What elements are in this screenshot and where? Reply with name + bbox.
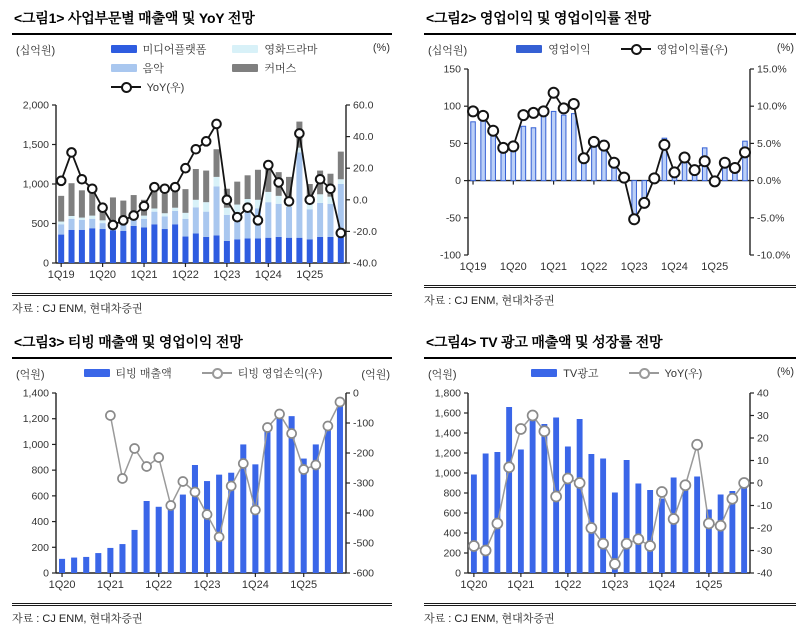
svg-text:-10.0%: -10.0% <box>757 249 791 262</box>
svg-text:1Q21: 1Q21 <box>540 261 568 273</box>
svg-text:1,000: 1,000 <box>434 467 461 480</box>
svg-text:0: 0 <box>455 175 461 188</box>
svg-text:1Q21: 1Q21 <box>130 269 158 281</box>
legend-item-line-1 <box>621 41 728 57</box>
svg-text:1Q23: 1Q23 <box>193 579 221 591</box>
svg-text:1,000: 1,000 <box>22 438 49 451</box>
svg-text:20: 20 <box>757 432 769 445</box>
svg-text:500: 500 <box>31 218 49 230</box>
figure-3-source: 자료 : CJ ENM, 현대차증권 <box>12 603 392 626</box>
line-marker-swatch-icon <box>629 368 659 378</box>
line-marker-swatch-icon <box>621 44 651 54</box>
bar-swatch-icon <box>111 45 137 53</box>
legend-item-bar-3 <box>232 60 317 76</box>
svg-text:-40.0: -40.0 <box>353 257 377 270</box>
svg-text:600: 600 <box>443 507 461 520</box>
svg-text:-20.0: -20.0 <box>353 225 377 238</box>
legend-item-bar-0 <box>84 365 172 381</box>
line-marker-swatch-icon <box>111 82 141 92</box>
svg-text:50: 50 <box>449 137 461 150</box>
svg-text:1Q21: 1Q21 <box>507 579 535 591</box>
svg-text:1,200: 1,200 <box>22 413 49 426</box>
svg-text:1Q24: 1Q24 <box>241 579 269 591</box>
svg-text:0: 0 <box>43 567 49 580</box>
svg-text:1,400: 1,400 <box>434 427 461 440</box>
bar-swatch-icon <box>516 45 542 53</box>
svg-text:1Q20: 1Q20 <box>89 269 117 281</box>
legend-item-bar-2 <box>232 41 317 57</box>
svg-text:1Q23: 1Q23 <box>213 269 241 281</box>
svg-text:1Q24: 1Q24 <box>648 579 676 591</box>
left-axis-unit: (억원) <box>428 369 457 381</box>
figure-4-source: 자료 : CJ ENM, 현대차증권 <box>424 603 796 626</box>
figure-panel-1 <box>12 6 392 316</box>
legend-item-bar-1 <box>111 60 207 76</box>
legend-label: 음악 <box>142 63 164 75</box>
legend-label: TV광고 <box>563 368 599 380</box>
svg-text:150: 150 <box>443 63 461 76</box>
legend-label: 영업이익률(우) <box>656 44 728 56</box>
svg-text:1,400: 1,400 <box>22 387 49 400</box>
figure-2-source: 자료 : CJ ENM, 현대차증권 <box>424 285 796 308</box>
line-marker-swatch-icon <box>202 368 232 378</box>
figure-panel-3 <box>12 330 392 626</box>
svg-text:1Q24: 1Q24 <box>254 269 282 281</box>
bar-swatch-icon <box>232 45 258 53</box>
legend-item-bar-0 <box>531 365 598 381</box>
legend-item-line-1 <box>629 365 703 381</box>
svg-text:-5.0%: -5.0% <box>757 212 785 225</box>
figure-1-chart-canvas <box>12 97 392 283</box>
svg-text:0: 0 <box>757 477 763 490</box>
bar-swatch-icon <box>232 64 258 72</box>
svg-text:1,600: 1,600 <box>434 407 461 420</box>
legend-item-bar-0 <box>111 41 207 57</box>
svg-text:-10: -10 <box>757 500 773 512</box>
legend-label: 커머스 <box>264 63 297 75</box>
svg-text:0.0%: 0.0% <box>757 175 781 188</box>
figure-2-legend <box>424 40 796 61</box>
svg-text:1Q25: 1Q25 <box>296 269 324 281</box>
svg-text:5.0%: 5.0% <box>757 137 781 150</box>
svg-text:1Q19: 1Q19 <box>459 261 487 273</box>
svg-text:400: 400 <box>443 527 461 540</box>
svg-text:0: 0 <box>455 567 461 580</box>
right-axis-unit: (억원) <box>361 369 390 381</box>
legend-item-line-4 <box>111 79 207 95</box>
svg-text:1Q23: 1Q23 <box>620 261 648 273</box>
svg-text:1Q22: 1Q22 <box>172 269 199 281</box>
legend-item-bar-0 <box>516 41 591 57</box>
left-axis-unit: (억원) <box>16 369 45 381</box>
figure-panel-4 <box>424 330 796 626</box>
svg-text:0: 0 <box>43 257 49 270</box>
svg-text:-600: -600 <box>353 567 375 580</box>
svg-text:1Q21: 1Q21 <box>96 579 124 591</box>
svg-text:1,200: 1,200 <box>434 447 461 460</box>
legend-label: 티빙 영업손익(우) <box>237 368 323 380</box>
figure-3-title: <그림3> 티빙 매출액 및 영업이익 전망 <box>12 330 392 359</box>
bar-swatch-icon <box>84 369 110 377</box>
legend-label: 영업이익 <box>548 44 591 56</box>
svg-text:1,500: 1,500 <box>22 139 49 151</box>
svg-text:20.0: 20.0 <box>353 162 374 175</box>
svg-text:1Q20: 1Q20 <box>48 579 76 591</box>
svg-text:1Q22: 1Q22 <box>554 579 582 591</box>
svg-text:30: 30 <box>757 410 769 422</box>
svg-text:1Q19: 1Q19 <box>47 269 75 281</box>
svg-text:1Q20: 1Q20 <box>499 261 527 273</box>
svg-text:1Q20: 1Q20 <box>460 579 488 591</box>
legend-label: YoY(우) <box>664 368 703 380</box>
right-axis-unit: (%) <box>372 42 390 54</box>
legend-item-line-1 <box>202 365 323 381</box>
figure-3-chart-canvas <box>12 385 392 593</box>
left-axis-unit: (십억원) <box>16 45 56 57</box>
svg-text:0.0: 0.0 <box>353 194 368 207</box>
svg-text:-200: -200 <box>353 447 375 460</box>
svg-text:-50: -50 <box>445 212 461 225</box>
svg-text:-40: -40 <box>757 567 773 580</box>
svg-text:800: 800 <box>443 487 461 500</box>
svg-text:1Q25: 1Q25 <box>701 261 729 273</box>
figure-1-source: 자료 : CJ ENM, 현대차증권 <box>12 293 392 316</box>
left-axis-unit: (십억원) <box>428 45 468 57</box>
right-axis-unit: (%) <box>776 366 794 378</box>
legend-label: 미디어플랫폼 <box>142 44 207 56</box>
svg-text:400: 400 <box>31 516 49 529</box>
svg-text:800: 800 <box>31 464 49 477</box>
svg-text:1Q24: 1Q24 <box>661 261 688 273</box>
svg-text:1Q25: 1Q25 <box>695 579 723 591</box>
svg-text:1Q23: 1Q23 <box>601 579 629 591</box>
bar-swatch-icon <box>531 369 557 377</box>
figure-4-legend <box>424 364 796 385</box>
svg-text:15.0%: 15.0% <box>757 63 787 76</box>
svg-text:1Q22: 1Q22 <box>145 579 173 591</box>
svg-text:40.0: 40.0 <box>353 131 374 144</box>
figure-2-title: <그림2> 영업이익 및 영업이익률 전망 <box>424 6 796 35</box>
figure-1-legend <box>12 40 392 97</box>
svg-text:-500: -500 <box>353 537 375 550</box>
figure-panel-2 <box>424 6 796 308</box>
svg-text:2,000: 2,000 <box>22 99 49 112</box>
svg-text:-20: -20 <box>757 522 773 535</box>
svg-text:1Q22: 1Q22 <box>580 261 608 273</box>
svg-text:200: 200 <box>443 547 461 560</box>
svg-text:40: 40 <box>757 387 769 400</box>
legend-label: 티빙 매출액 <box>115 368 172 380</box>
svg-text:200: 200 <box>31 541 49 554</box>
right-axis-unit: (%) <box>776 42 794 54</box>
svg-text:-400: -400 <box>353 507 375 520</box>
svg-text:60.0: 60.0 <box>353 99 374 112</box>
svg-text:1Q25: 1Q25 <box>290 579 318 591</box>
legend-label: YoY(우) <box>146 82 185 94</box>
svg-text:-30: -30 <box>757 545 773 557</box>
figure-1-title: <그림1> 사업부문별 매출액 및 YoY 전망 <box>12 6 392 35</box>
figure-4-title: <그림4> TV 광고 매출액 및 성장률 전망 <box>424 330 796 359</box>
svg-text:0: 0 <box>353 387 359 400</box>
svg-text:-300: -300 <box>353 477 375 490</box>
svg-text:10: 10 <box>757 455 769 467</box>
bar-swatch-icon <box>111 64 137 72</box>
figure-2-chart-canvas <box>424 61 796 275</box>
svg-text:-100: -100 <box>439 249 461 262</box>
figure-3-legend <box>12 364 392 385</box>
legend-label: 영화드라마 <box>264 44 318 56</box>
svg-text:10.0%: 10.0% <box>757 100 787 113</box>
svg-text:1,800: 1,800 <box>434 387 461 400</box>
svg-text:1,000: 1,000 <box>22 178 49 191</box>
svg-text:100: 100 <box>443 100 461 113</box>
figure-4-chart-canvas <box>424 385 796 593</box>
svg-text:600: 600 <box>31 490 49 503</box>
svg-text:-100: -100 <box>353 417 375 430</box>
